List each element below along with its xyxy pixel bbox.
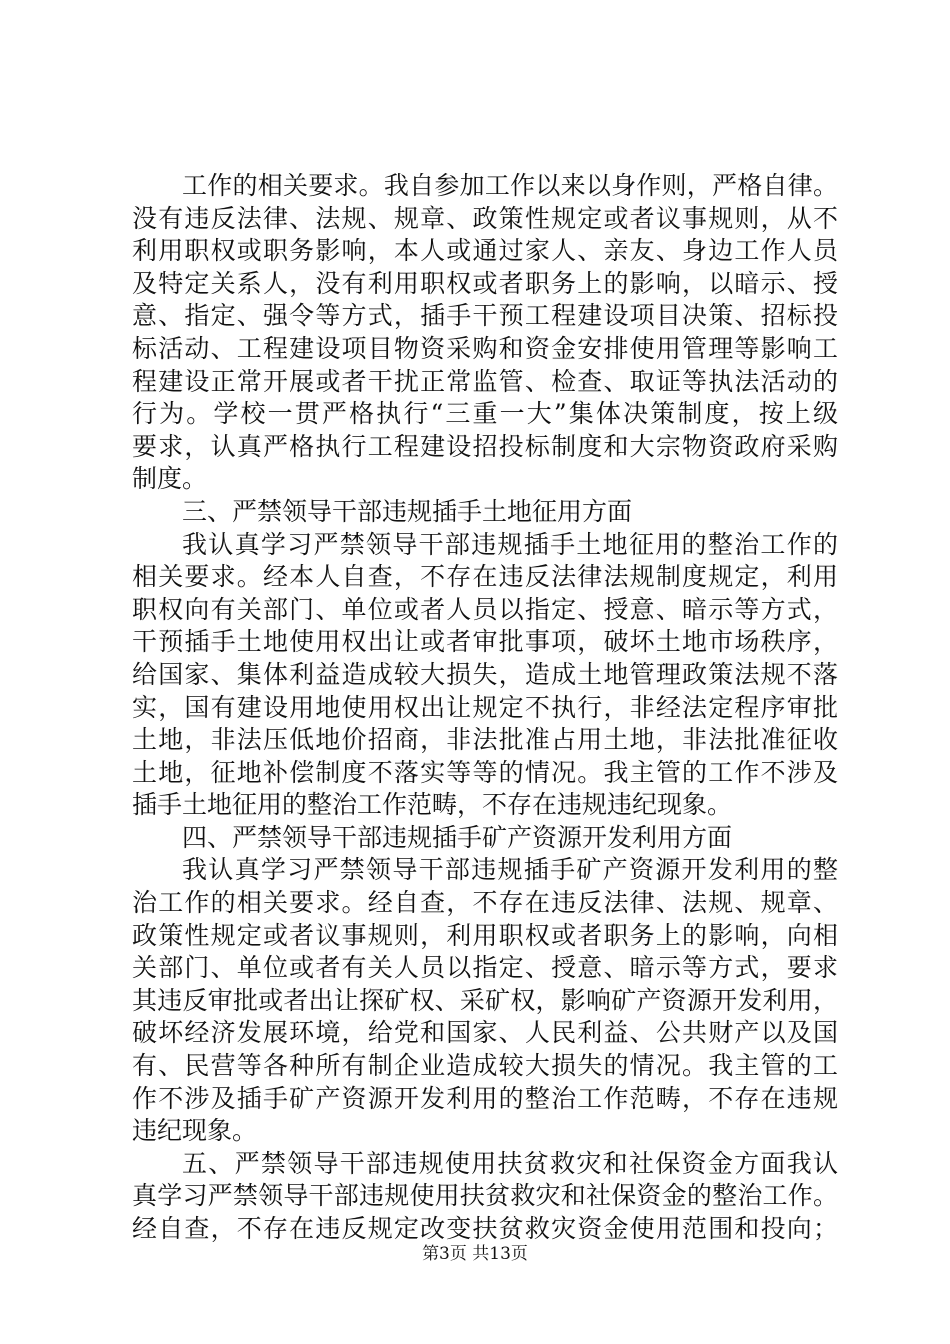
text-line: 职权向有关部门、单位或者人员以指定、授意、暗示等方式，: [132, 594, 838, 624]
section-heading: 四、严禁领导干部违规插手矿产资源开发利用方面: [182, 822, 733, 852]
text-line: 及特定关系人，没有利用职权或者职务上的影响，以暗示、授: [132, 268, 838, 298]
section-heading: 五、严禁领导干部违规使用扶贫救灾和社保资金方面我认: [182, 1148, 838, 1178]
text-line: 没有违反法律、法规、规章、政策性规定或者议事规则，从不: [132, 203, 838, 233]
text-line: 关部门、单位或者有关人员以指定、授意、暗示等方式，要求: [132, 953, 838, 983]
text-line: 行为。学校一贯严格执行“三重一大”集体决策制度，按上级: [132, 399, 838, 429]
page-number-footer: 第3页 共13页: [422, 1244, 528, 1264]
text-line: 有、民营等各种所有制企业造成较大损失的情况。我主管的工: [132, 1051, 838, 1081]
text-line: 给国家、集体利益造成较大损失，造成土地管理政策法规不落: [132, 659, 838, 689]
text-line: 要求，认真严格执行工程建设招投标制度和大宗物资政府采购: [132, 431, 838, 461]
text-line: 破坏经济发展环境，给党和国家、人民利益、公共财产以及国: [132, 1018, 838, 1048]
text-line: 土地，非法压低地价招商，非法批准占用土地，非法批准征收: [132, 725, 838, 755]
text-line: 利用职权或职务影响，本人或通过家人、亲友、身边工作人员: [132, 236, 838, 266]
text-line: 土地，征地补偿制度不落实等等的情况。我主管的工作不涉及: [132, 757, 838, 787]
text-line: 实，国有建设用地使用权出让规定不执行，非经法定程序审批: [132, 692, 838, 722]
document-body: [132, 170, 838, 1246]
text-line: 作不涉及插手矿产资源开发利用的整治工作范畴，不存在违规: [132, 1083, 838, 1113]
text-line: 插手土地征用的整治工作范畴，不存在违规违纪现象。: [132, 790, 733, 820]
text-line: 经自查，不存在违反规定改变扶贫救灾资金使用范围和投向；: [132, 1214, 838, 1243]
text-line: 标活动、工程建设项目物资采购和资金安排使用管理等影响工: [132, 333, 838, 363]
text-line: 我认真学习严禁领导干部违规插手矿产资源开发利用的整: [182, 855, 838, 885]
text-line: 相关要求。经本人自查，不存在违反法律法规制度规定，利用: [132, 562, 838, 592]
text-line: 工作的相关要求。我自参加工作以来以身作则，严格自律。: [182, 171, 838, 200]
text-line: 治工作的相关要求。经自查，不存在违反法律、法规、规章、: [132, 888, 838, 918]
text-line: 政策性规定或者议事规则，利用职权或者职务上的影响，向相: [132, 920, 838, 950]
text-line: 程建设正常开展或者干扰正常监管、检查、取证等执法活动的: [132, 366, 838, 396]
text-line: 制度。: [132, 464, 208, 494]
text-line: 违纪现象。: [132, 1116, 258, 1146]
text-line: 我认真学习严禁领导干部违规插手土地征用的整治工作的: [182, 529, 838, 559]
section-heading: 三、严禁领导干部违规插手土地征用方面: [182, 496, 633, 526]
text-line: 其违反审批或者出让探矿权、采矿权，影响矿产资源开发利用，: [132, 985, 838, 1015]
text-line: 真学习严禁领导干部违规使用扶贫救灾和社保资金的整治工作。: [132, 1181, 838, 1211]
text-line: 干预插手土地使用权出让或者审批事项，破坏土地市场秩序，: [132, 627, 838, 657]
text-line: 意、指定、强令等方式，插手干预工程建设项目决策、招标投: [132, 301, 838, 331]
